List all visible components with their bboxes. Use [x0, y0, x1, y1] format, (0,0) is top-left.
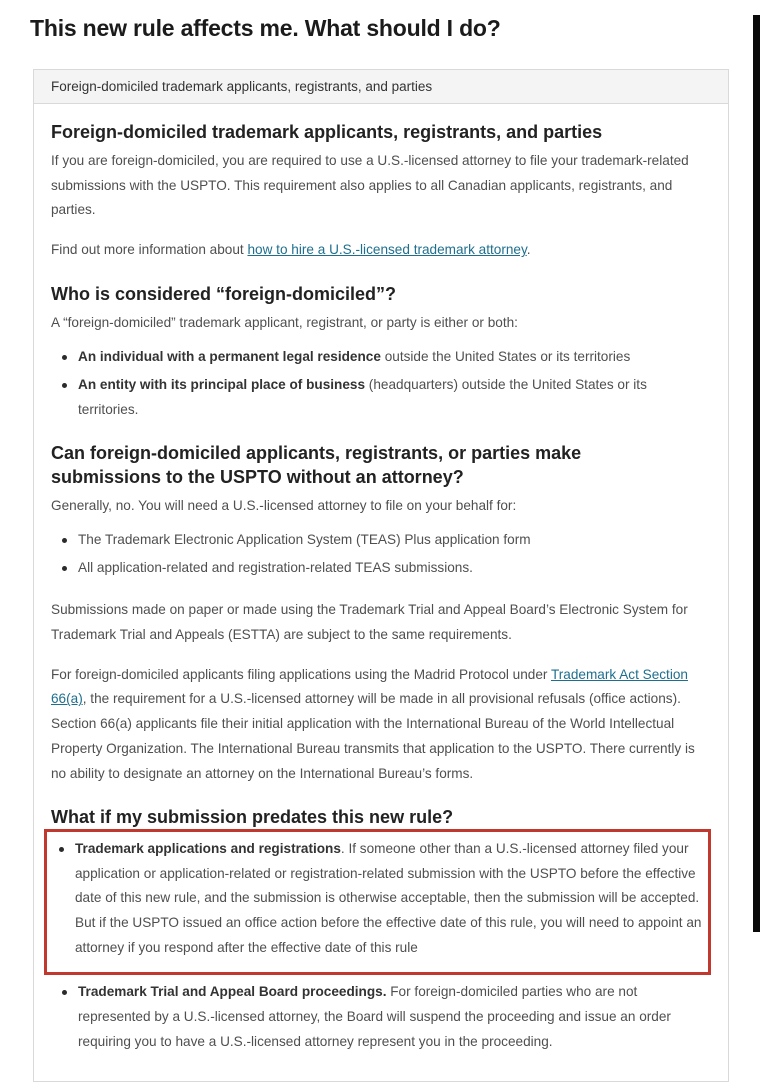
bullet-icon	[62, 538, 67, 543]
list-item-text: Trademark applications and registrations. If someone other than a U.S.-licensed attorney filed your application or application-related or registration-related submission with the USPTO before the effective date of this new rule, and the submission is otherwise acceptable, then the submission will be accepted. But if the USPTO issued an office action before the effective date of this rule, you will need to appoint an attorney if you respond after the effective date of this rule	[75, 840, 702, 955]
bullet-icon	[59, 847, 64, 852]
list-item-text: An entity with its principal place of business (headquarters) outside the United States or its territories.	[78, 376, 647, 417]
list-item	[51, 373, 711, 422]
section-heading-submission-predates-rule: What if my submission predates this new rule?	[51, 807, 454, 828]
list-item-text: All application-related and registration-related TEAS submissions.	[78, 559, 473, 575]
accordion-foreign-domiciled	[33, 69, 729, 1082]
trademark-act-section-66a-link[interactable]: Trademark Act Section 66(a)	[51, 666, 688, 707]
find-out-more-suffix: .	[526, 242, 531, 258]
list-item	[51, 556, 711, 581]
bullet-icon	[62, 990, 67, 995]
hire-attorney-link[interactable]: how to hire a U.S.-licensed trademark attorney	[247, 242, 527, 258]
section-heading-who-is-foreign-domiciled: Who is considered “foreign-domiciled”?	[51, 283, 397, 304]
accordion-panel	[34, 104, 728, 1081]
accordion-header-label: Foreign-domiciled trademark applicants, registrants, and parties	[51, 78, 433, 94]
list-foreign-domiciled-criteria	[51, 345, 711, 422]
list-item-bold: Trademark applications and registrations	[75, 840, 341, 856]
paragraph-foreign-domiciled-definition: A “foreign-domiciled” trademark applicant, registrant, or party is either or both:	[51, 315, 518, 331]
bullet-icon	[62, 566, 67, 571]
highlight-annotation-box	[44, 829, 711, 976]
list-item-bold: An entity with its principal place of business	[78, 376, 366, 392]
list-filings-requiring-attorney	[51, 528, 711, 580]
list-item-text: Trademark Trial and Appeal Board proceedings. For foreign-domiciled parties who are not represented by a U.S.-licensed attorney, the Board will suspend the proceeding and issue an order requiring you to have a U.S.-licensed attorney represent you in the proceeding.	[78, 984, 671, 1049]
section-heading-foreign-domiciled: Foreign-domiciled trademark applicants, registrants, and parties	[51, 121, 603, 142]
list-item	[51, 980, 711, 1054]
list-item-bold: An individual with a permanent legal residence	[78, 349, 381, 365]
paragraph-find-out-more	[51, 238, 711, 263]
list-item	[51, 345, 711, 370]
bullet-icon	[62, 355, 67, 360]
paragraph-generally-no: Generally, no. You will need a U.S.-licensed attorney to file on your behalf for:	[51, 498, 517, 514]
paragraph-paper-estta: Submissions made on paper or made using the Trademark Trial and Appeal Board’s Electronic System for Trademark Trial and Appeals (ESTTA) are subject to the same requirements.	[51, 602, 688, 642]
madrid-suffix: , the requirement for a U.S.-licensed attorney will be made in all provisional refusals (office actions). Section 66(a) applicants file their initial application with the International Bureau of the World Intellectual Property Organization. The International Bureau transmits that application to the USPTO. There currently is no ability to designate an attorney on the International Bureau’s forms.	[51, 691, 695, 781]
paragraph-requirement: If you are foreign-domiciled, you are required to use a U.S.-licensed attorney to file your trademark-related submissions with the USPTO. This requirement also applies to all Canadian applicants, registrants, and parties.	[51, 152, 689, 218]
find-out-more-prefix: Find out more information about	[51, 242, 248, 258]
page-title: This new rule affects me. What should I do?	[30, 15, 501, 41]
right-edge-bar	[753, 15, 760, 932]
list-item	[48, 837, 702, 961]
list-predating-submissions	[51, 829, 711, 1055]
list-item-text: The Trademark Electronic Application System (TEAS) Plus application form	[78, 531, 531, 547]
paragraph-madrid-protocol	[51, 663, 711, 787]
madrid-prefix: For foreign-domiciled applicants filing applications using the Madrid Protocol under	[51, 666, 551, 682]
list-item	[51, 528, 711, 553]
list-item-text: An individual with a permanent legal residence outside the United States or its territories	[78, 349, 631, 365]
accordion-header[interactable]	[34, 70, 728, 104]
bullet-icon	[62, 383, 67, 388]
list-item-bold: Trademark Trial and Appeal Board proceedings.	[78, 984, 387, 1000]
section-heading-submissions-without-attorney: Can foreign-domiciled applicants, registrants, or parties make submissions to the USPTO without an attorney?	[51, 443, 582, 487]
